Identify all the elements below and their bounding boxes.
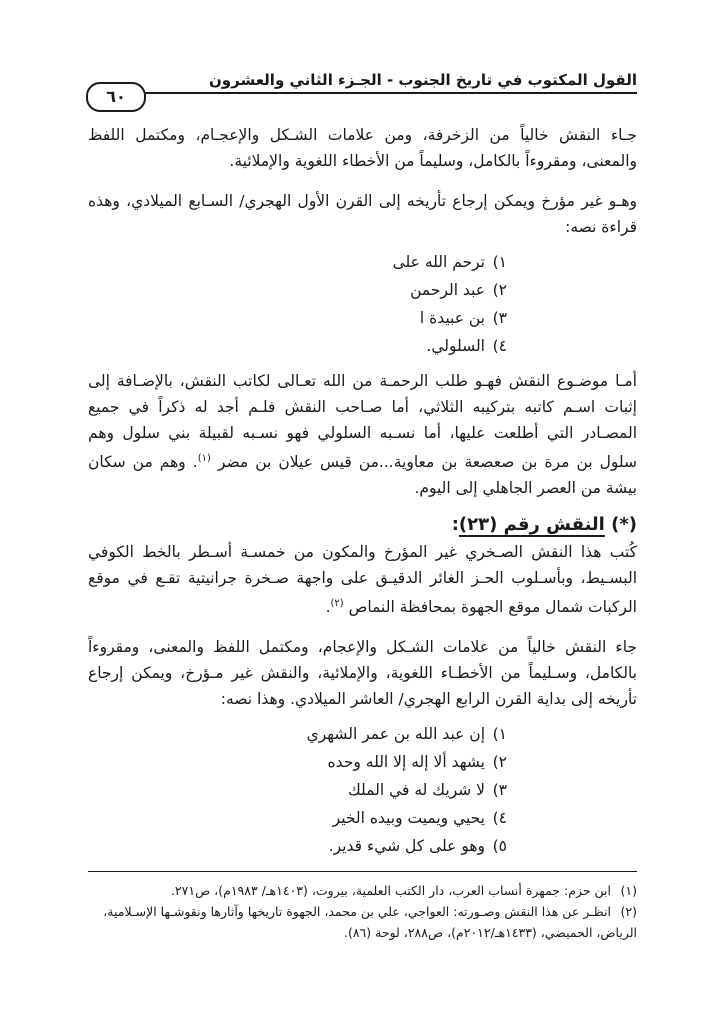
book-title: القول المكتوب في تاريخ الجنوب - الجـزء الثاني والعشرون <box>208 71 637 89</box>
page-number: ٦٠ <box>86 82 146 112</box>
section-heading: (*) النقش رقم (٢٣): <box>451 514 637 536</box>
inscription-line: ٢)يشهد ألا إله إلا الله وحده <box>327 753 507 772</box>
inscription-23-lines <box>88 720 507 860</box>
footnote-1: (١) ابن حزم: جمهرة أنساب العرب، دار الكتب العلمية، بيروت، (١٤٠٣هـ/ ١٩٨٣م)، ص٢٧١. <box>170 883 637 898</box>
paragraph-1: جـاء النقش خالياً من الزخرفة، ومن علامات الشـكل والإعجـام، ومكتمل اللفظ والمعنى، ومقروءاً بالكامل، وسليماً من الأخطاء اللغوية والإملائية. <box>88 126 637 170</box>
paragraph-5: جاء النقش خالياً من علامات الشـكل والإعجام، ومكتمل اللفظ والمعنى، ومقروءاً بالكامل، وسـليماً من الأخطـاء اللغوية، والإملائية، والنقش غير مـؤرخ، ويمكن إرجاع تأريخه إلى بداية القرن الرابع الهجري/ العاشر الميلادي. وهذا نصه: <box>88 638 637 709</box>
paragraph-2: وهـو غير مؤرخ ويمكن إرجاع تأريخه إلى القرن الأول الهجري/ السـابع الميلادي، وهذه قراءة نصه: <box>88 192 637 236</box>
inscription-line: ٥)وهو على كل شيء قدير. <box>328 837 507 856</box>
inscription-22-lines <box>88 248 507 360</box>
inscription-line: ١)ترحم الله على <box>392 253 507 271</box>
footnote-ref-2[interactable]: (٢) <box>330 598 344 610</box>
footnotes <box>88 871 637 943</box>
inscription-line: ٢)عبد الرحمن <box>410 281 507 299</box>
star-marker: (*) <box>611 514 637 536</box>
section-title: النقش رقم (٢٣) <box>458 514 605 536</box>
inscription-line: ٤)السلولي. <box>426 337 507 355</box>
main-text <box>88 122 637 860</box>
running-header <box>88 70 637 106</box>
paragraph-4: كُتب هذا النقش الصـخري غير المؤرخ والمكون من خمسـة أسـطر بالخط الكوفي البسـيط، وبأسـلوب الحـز الغائر الدقيـق على واجهة صـخرة جرانيتية تقـع في موقع الركبات شمال موقع الجهوة بمحافظة النماص $^{(٢)}$. <box>88 543 637 617</box>
footnote-2: (٢) انظـر عن هذا النقش وصـورته: العواجي، علي بن محمد، الجهوة تاريخها وآثارها ونقوشـها الإسـلامية، الرياض، الحميضي، (١٤٣٣هـ/٢٠١٢م)، ص٢٨٨، لوحة (٨٦). <box>103 904 637 940</box>
paragraph-3: أمـا موضـوع النقش فهـو طلب الرحمـة من الله تعـالى لكاتب النقش، بالإضـافة إلى إثبات اسـم كاتبه بتركيبه الثلاثي، أما صـاحب النقش فلـم أجد له ذكراً في جميع المصـادر التي أطلعت عليها، أما نسـبه السلولي فهو نسـبه لقبيلة بني سلول وهم سلول بن مرة بن صعصعة بن معاوية...من قيس عيلان بن مضر $^{(١)}$. وهم من سكان بيشة من العصر الجاهلي إلى اليوم. <box>88 372 638 498</box>
inscription-line: ٣)بن عبيدة ا <box>419 309 507 327</box>
inscription-line: ٤)يحيي ويميت وبيده الخير <box>332 809 507 828</box>
inscription-line: ٣)لا شريك له في الملك <box>347 781 507 800</box>
inscription-line: ١)إن عبد الله بن عمر الشهري <box>306 725 507 744</box>
footnote-ref-1[interactable]: (١) <box>197 453 211 464</box>
